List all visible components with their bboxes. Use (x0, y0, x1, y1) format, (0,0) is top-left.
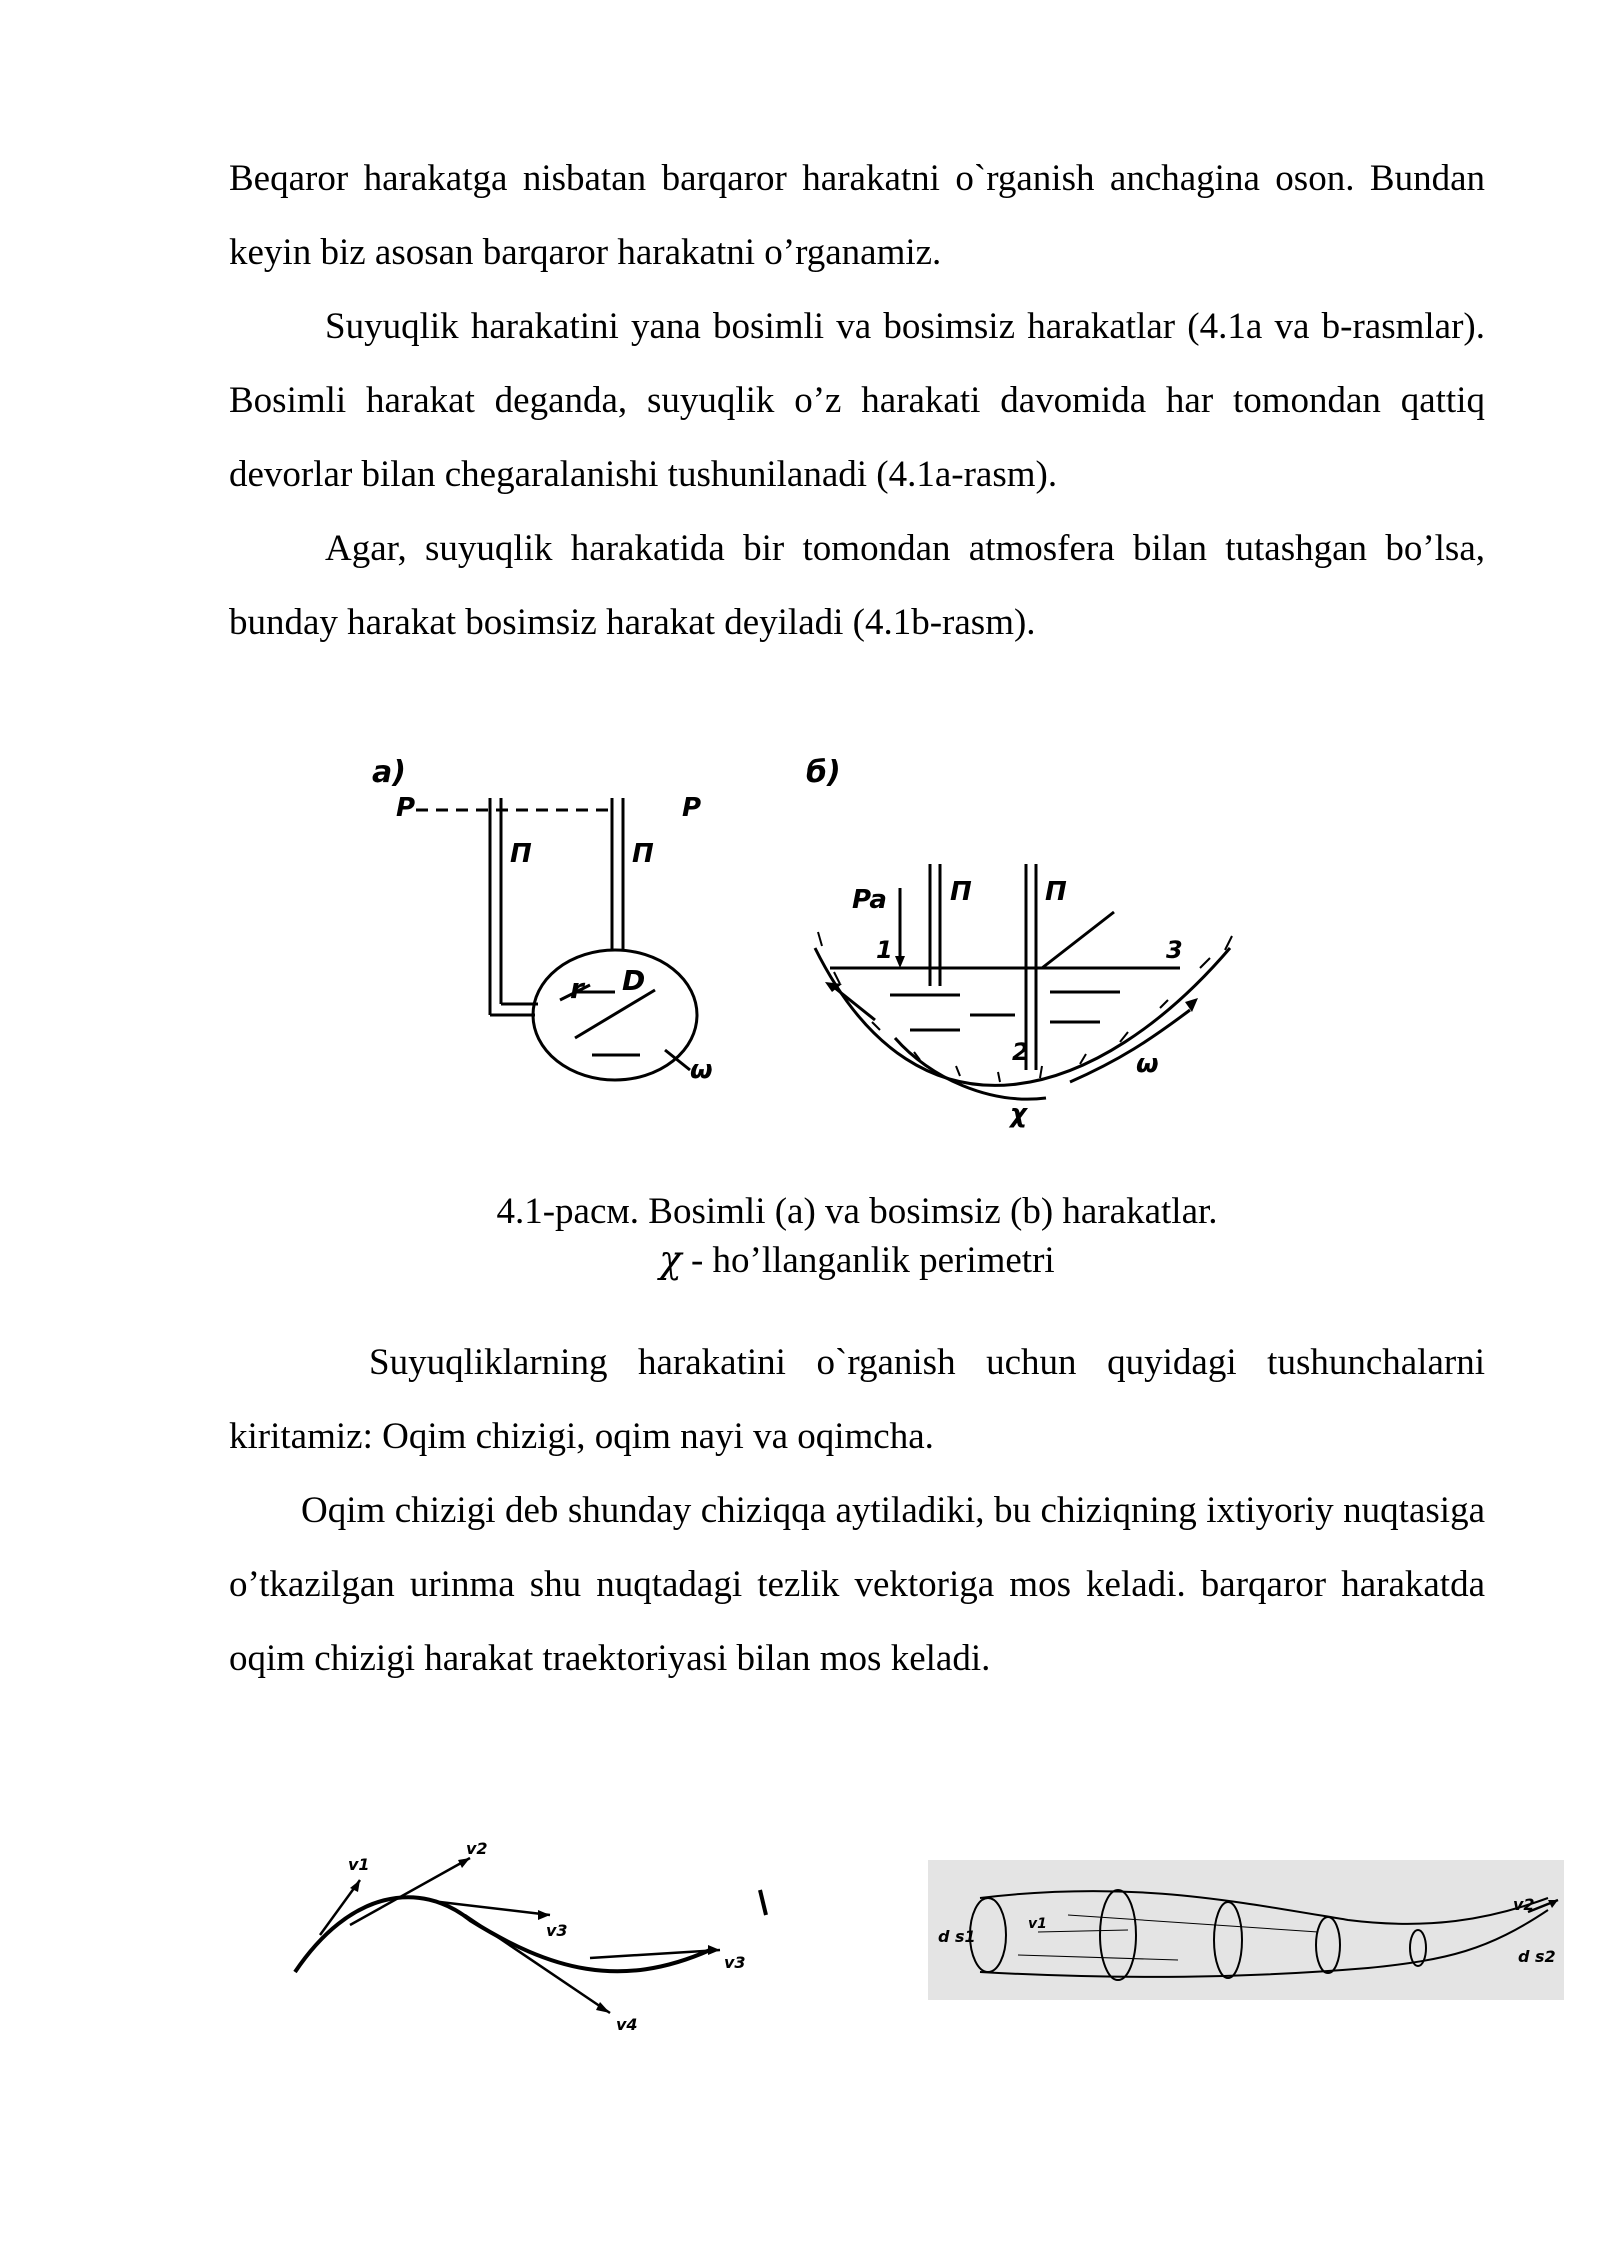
text-section-bottom (229, 1326, 1485, 1696)
tube-v1-label: v1 (1028, 1916, 1047, 1932)
stream-tube-figure (928, 1860, 1564, 2000)
figure-4-1b-open-channel (800, 755, 1250, 1140)
diameter-label: D (622, 964, 646, 997)
velocity-v4-label: v4 (616, 2015, 638, 2034)
velocity-v2-label: v2 (466, 1839, 488, 1858)
figure-4-1-caption (229, 1188, 1485, 1285)
paragraph-3: Agar, suyuqlik harakatida bir tomondan atmosfera bilan tutashgan bo’lsa, bunday harakat bosimsiz harakat deyiladi (4.1b-rasm). (229, 528, 1485, 643)
pressure-p-right: P (682, 793, 702, 823)
piezometer-left-label-b: П (950, 877, 972, 907)
area-omega-label-b: ω (1136, 1049, 1159, 1079)
area-ds1-label: d s1 (938, 1927, 976, 1946)
pressure-p-left: P (396, 793, 416, 823)
piezometer-right-label: П (632, 839, 654, 869)
area-omega-label: ω (690, 1055, 713, 1085)
caption-line-2: - ho’llanganlik perimetri (690, 1240, 1055, 1281)
paragraph-2: Suyuqlik harakatini yana bosimli va bosimsiz harakatlar (4.1a va b-rasmlar). Bosimli harakat deganda, suyuqlik o’z harakati davomida har tomondan qattiq devorlar bilan chegaralanishi tushunilanadi (4.1a-rasm). (229, 306, 1485, 495)
panel-a-label: a) (372, 755, 406, 790)
atmospheric-pressure-label: Pa (852, 885, 887, 915)
piezometer-right-label-b: П (1045, 877, 1067, 907)
paragraph-1: Beqaror harakatga nisbatan barqaror harakatni o`rganish anchagina oson. Bundan keyin biz asosan barqaror harakatni o’rganamiz. (229, 158, 1485, 273)
tube-v2-label: v2 (1513, 1895, 1535, 1914)
velocity-v1-label: v1 (348, 1855, 370, 1874)
wetted-perimeter-label: χ (1010, 1099, 1027, 1129)
piezometer-left-label: П (510, 839, 532, 869)
figure-4-1a-pressure-pipe (360, 755, 740, 1100)
paragraph-5: Oqim chizigi deb shunday chiziqqa aytiladiki, bu chiziqning ixtiyoriy nuqtasiga o’tkazilgan urinma shu nuqtadagi tezlik vektoriga mos keladi. barqaror harakatda oqim chizigi harakat traektoriyasi bilan mos keladi. (229, 1490, 1485, 1679)
area-ds2-label: d s2 (1518, 1947, 1556, 1966)
radius-label: r (570, 972, 584, 1005)
paragraph-4: Suyuqliklarning harakatini o`rganish uchun quyidagi tushunchalarni kiritamiz: Oqim chizigi, oqim nayi va oqimcha. (229, 1342, 1485, 1457)
chi-symbol: χ (659, 1238, 682, 1281)
text-section-top (229, 142, 1485, 660)
velocity-v3-label: v3 (546, 1921, 568, 1940)
caption-line-2-wrap (229, 1236, 1485, 1285)
point-3-label: 3 (1166, 936, 1183, 964)
velocity-v3-second-label: v3 (724, 1953, 746, 1972)
streamline-figure (290, 1840, 780, 2040)
point-2-label: 2 (1012, 1038, 1029, 1066)
caption-line-1: 4.1-расм. Bosimli (a) va bosimsiz (b) harakatlar. (496, 1191, 1218, 1232)
panel-b-label: б) (806, 755, 841, 790)
point-1-label: 1 (876, 936, 893, 964)
